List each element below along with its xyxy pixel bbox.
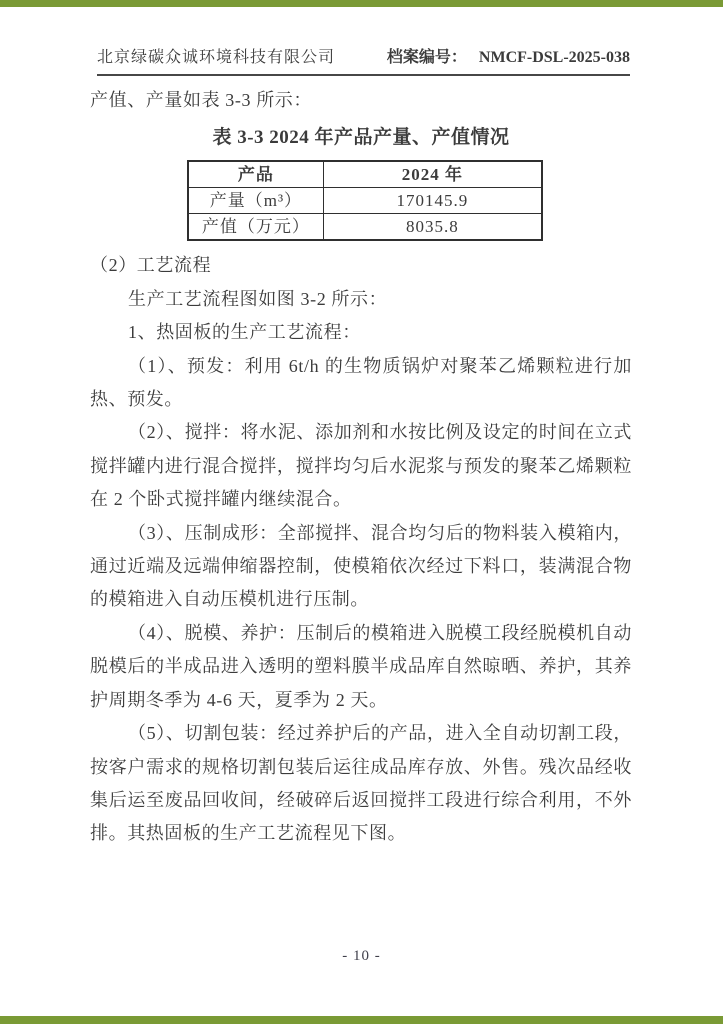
production-table xyxy=(187,160,543,241)
row-output-label: 产量（m³） xyxy=(188,188,323,214)
archive-number-group xyxy=(387,44,630,67)
company-name: 北京绿碳众诚环境科技有限公司 xyxy=(97,49,336,66)
top-accent-bar xyxy=(0,0,723,7)
archive-label: 档案编号： xyxy=(386,49,467,66)
page-number: - 10 - xyxy=(342,948,381,964)
intro-line: 产值、产量如表 3-3 所示： xyxy=(90,90,312,110)
table-header-row xyxy=(188,161,542,188)
paragraph-flow-figure: 生产工艺流程图如图 3-2 所示： xyxy=(128,288,388,309)
row-value-value: 8035.8 xyxy=(323,214,542,241)
table-header-product: 产品 xyxy=(188,161,323,188)
bottom-accent-bar xyxy=(0,1016,723,1024)
paragraph-step-5: （5）、切割包装：经过养护后的产品，进入全自动切割工段，按客户需求的规格切割包装后运往成品库存放、外售。残次品经收集后运至废品回收间，经破碎后返回搅拌工段进行综合利用，不外排。其热固板的生产工艺流程见下图。 xyxy=(90,723,632,844)
process-paragraphs xyxy=(90,249,632,850)
table-row-output xyxy=(188,188,542,214)
paragraph-step-4: （4）、脱模、养护：压制后的模箱进入脱模工段经脱模机自动脱模后的半成品进入透明的塑料膜半成品库自然晾晒、养护，其养护周期冬季为 4-6 天，夏季为 2 天。 xyxy=(90,622,632,710)
table-row-value xyxy=(188,214,542,241)
paragraph-step-2: （2）、搅拌：将水泥、添加剂和水按比例及设定的时间在立式搅拌罐内进行混合搅拌，搅拌均匀后水泥浆与预发的聚苯乙烯颗粒在 2 个卧式搅拌罐内继续混合。 xyxy=(90,422,632,510)
table-header-year: 2024 年 xyxy=(323,161,542,188)
archive-number: NMCF-DSL-2025-038 xyxy=(478,49,630,66)
paragraph-board-heading: 1、热固板的生产工艺流程： xyxy=(128,322,361,343)
row-value-label: 产值（万元） xyxy=(188,214,323,241)
paragraph-process-heading: （2）工艺流程 xyxy=(90,255,212,276)
document-body xyxy=(90,84,632,851)
table-title: 表 3-3 2024 年产品产量、产值情况 xyxy=(212,127,510,149)
row-output-value: 170145.9 xyxy=(323,188,542,214)
document-header xyxy=(97,44,630,76)
paragraph-step-3: （3）、压制成形：全部搅拌、混合均匀后的物料装入模箱内，通过近端及远端伸缩器控制，使模箱依次经过下料口，装满混合物的模箱进入自动压模机进行压制。 xyxy=(90,522,632,610)
paragraph-step-1: （1）、预发：利用 6t/h 的生物质锅炉对聚苯乙烯颗粒进行加热、预发。 xyxy=(90,355,632,410)
